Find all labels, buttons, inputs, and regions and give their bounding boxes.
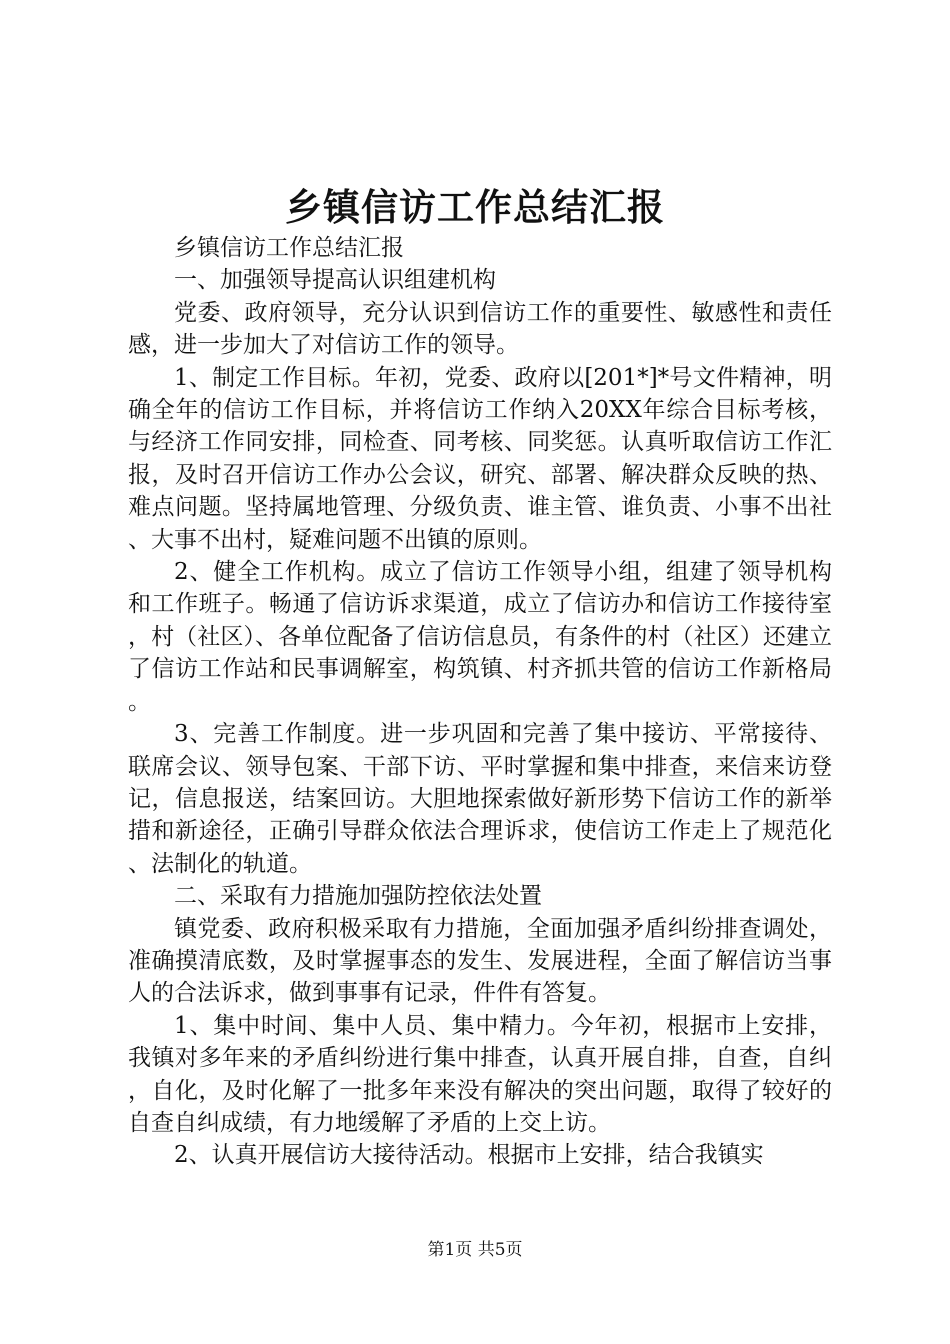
- paragraph-subtitle: 乡镇信访工作总结汇报: [174, 235, 404, 261]
- paragraph: 2、健全工作机构。成立了信访工作领导小组，组建了领导机构和工作班子。畅通了信访诉求渠道，成立了信访办和信访工作接待室，村（社区）、各单位配备了信访信息员，有条件的村（社区）还建立了信访工作站和民事调解室，构筑镇、村齐抓共管的信访工作新格局。: [128, 559, 832, 715]
- paragraph: 2、认真开展信访大接待活动。根据市上安排，结合我镇实: [174, 1142, 764, 1169]
- section-heading-1: 一、加强领导提高认识组建机构: [174, 267, 496, 294]
- paragraph: 3、完善工作制度。进一步巩固和完善了集中接访、平常接待、联席会议、领导包案、干部下访、平时掌握和集中排查，来信来访登记，信息报送，结案回访。大胆地探索做好新形势下信访工作的新举措和新途径，正确引导群众依法合理诉求，使信访工作走上了规范化、法制化的轨道。: [128, 721, 832, 877]
- paragraph: 1、集中时间、集中人员、集中精力。今年初，根据市上安排，我镇对多年来的矛盾纠纷进行集中排查，认真开展自排，自查，自纠，自化，及时化解了一批多年来没有解决的突出问题，取得了较好的自查自纠成绩，有力地缓解了矛盾的上交上访。: [128, 1012, 832, 1136]
- document-title: 乡镇信访工作总结汇报: [285, 186, 665, 229]
- document-body: [128, 232, 832, 1172]
- paragraph: 1、制定工作目标。年初，党委、政府以[201*]*号文件精神，明确全年的信访工作目标，并将信访工作纳入20XX年综合目标考核，与经济工作同安排，同检查、同考核、同奖惩。认真听取信访工作汇报，及时召开信访工作办公会议，研究、部署、解决群众反映的热、难点问题。坚持属地管理、分级负责、谁主管、谁负责、小事不出社、大事不出村，疑难问题不出镇的原则。: [128, 364, 832, 553]
- page-footer: 第1页 共5页: [427, 1240, 523, 1260]
- section-heading-2: 二、采取有力措施加强防控依法处置: [174, 883, 542, 910]
- paragraph: 镇党委、政府积极采取有力措施，全面加强矛盾纠纷排查调处，准确摸清底数，及时掌握事态的发生、发展进程，全面了解信访当事人的合法诉求，做到事事有记录，件件有答复。: [128, 915, 832, 1007]
- paragraph: 党委、政府领导，充分认识到信访工作的重要性、敏感性和责任感，进一步加大了对信访工作的领导。: [128, 299, 832, 359]
